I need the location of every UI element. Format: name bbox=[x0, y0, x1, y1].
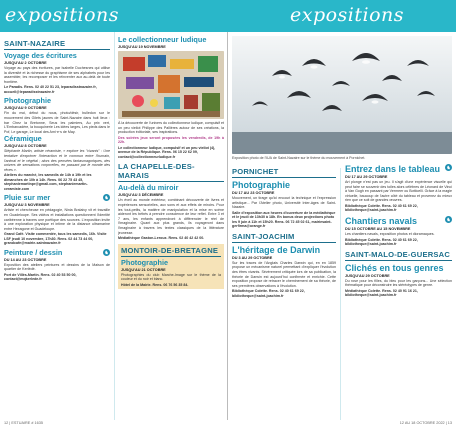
event-text: À la découverte de l'univers du collectionneur ludique, compulsif et un peu vieilot Philippe des Pallières autour de ses créations, la production éditoriale, ses inspirations. bbox=[118, 121, 224, 135]
city-heading: SAINT-MALO-DE-GUERSAC bbox=[345, 249, 451, 259]
event-date: JUSQU'AU 8 OCTOBRE bbox=[4, 144, 47, 149]
right-page-title: expositions bbox=[290, 4, 405, 26]
event-date: DU 17 AU 29 OCTOBRE bbox=[345, 175, 388, 179]
event-date: JUSQU'AU 9 OCTOBRE bbox=[4, 106, 47, 111]
event-title: Voyage des écritures bbox=[4, 51, 77, 60]
photo-caption: Exposition photo de l'IUA de Saint-Nazaire sur le thème du mouvement à Pornichet. bbox=[232, 156, 366, 160]
event-info: Bibliothèque Colette. Rens. 02 40 61 69 22, bibliotheque@saint-joachim.fr bbox=[232, 289, 305, 298]
event-info: Port de Villès-Martin. Rens. 02 40 53 50 00, contact@mqkerlede.fr bbox=[4, 272, 77, 282]
event-date: JUSQU'AU 2 OCTOBRE bbox=[4, 61, 47, 65]
event-title: Au-delà du miroir bbox=[118, 183, 179, 193]
city-heading: SAINT-NAZAIRE bbox=[4, 39, 110, 50]
event-text: Mouvement, un tirage qu'ici encouri la technique et l'expression artistique... Par l'Atelier photo, Université Inter-âges de Saint-Nazaire. bbox=[232, 196, 336, 210]
event-text: Artiste et chercheuse en pédagogie, Ninia Bralaivy vit et travaille en Guadeloupe. Ses vidéos et installations questionnent l'identité caribéenne à travers une poétique des sources. L'exposition invite à une exploration physique et intime de la distance ultramarine entre Hexagone et Guadeloupe. bbox=[4, 208, 110, 231]
event-text: Exposition des ateliers peintures et dessins de la Maison de quartier de Kerlédé. bbox=[4, 262, 110, 272]
city-heading: SAINT-JOACHIM bbox=[232, 232, 336, 243]
highlight-box bbox=[118, 244, 224, 290]
event-info: Grand Café. Visite commentée, tous les samedis, 16h. Visite LSF jeudi 10 novembre, 17h30. Rens. 02 44 73 44 00, grandcafe@mairie-saintnazaire.fr bbox=[4, 232, 107, 246]
event-date: JUSQU'AU 21 OCTOBRE bbox=[121, 267, 166, 272]
event-date: JUSQU'AU 19 NOVEMBRE bbox=[118, 45, 166, 49]
board-games-image bbox=[118, 51, 224, 119]
event-info: Bibliothèque Colette. Rens. 02 40 61 69 22, bibliotheque@saint-joachim.fr bbox=[345, 203, 418, 213]
event-date: DU 17 AU 23 OCTOBRE bbox=[232, 191, 275, 195]
event-date: DU 3 AU 29 OCTOBRE bbox=[232, 255, 273, 260]
birds-photo bbox=[232, 36, 452, 154]
event-text: Sur les traces de l'Anglais Charles Darwin qui, en en 1859 propose un mécanisme naturel permettant d'expliquer l'évolution des êtres vivants. Sévèrement critiquée lors de sa publication, la théorie de Darwin est aujourd'hui confirmée et enrichie. Cette exposition propose de retracer le cheminement de sa théorie, de ses premières observations à l'évolution. bbox=[232, 260, 336, 288]
event-title: L'héritage de Darwin bbox=[232, 244, 321, 255]
event-title: Photographie bbox=[4, 96, 52, 106]
event-text: Un éveil au monde extérieur, combinant découverte de livres et expériences sensorielles, aux sons et aux effets de miroirs. Pour les tout-petits, la matière de manipulation et la mise en scène aideront les bébés à prendre conscience de leur reflet. Entre 3 et 7 ans, les enfants apprendront à différencier le réel de l'imaginaire. Quant aux plus grands, ils voyageront dans l'imaginaire à travers les textes classiques de la littérature jeunesse. bbox=[118, 198, 224, 235]
family-badge-icon: ♞ bbox=[446, 216, 451, 222]
event-info: Bibliothèque Colette. Rens. 02 40 61 69 22, bibliotheque@saint-joachim.fr bbox=[345, 237, 418, 247]
city-heading: MONTOIR-DE-BRETAGNE bbox=[121, 246, 221, 257]
event-text: Stéphanie Martin, artiste céramiste, « explore les "vivants" : Une tentative d'exprimer l'interaction et le commun entre l'humain, l'animal et le végétal ; alors des pensées fantasmagoriques, des univers de sensations corporelles, en passant par le monde des rêves ». bbox=[4, 149, 110, 172]
event-info: Ateliers du marché, les samedis de 14h à 19h et les dimanches de 10h à 14h. Rens. 06 22 75 43 45, stephaniemartinpr@gmail.com, stephaniemartin-ceramiste.com bbox=[4, 173, 92, 191]
family-badge-icon: ♞ bbox=[446, 165, 451, 170]
event-date: JUSQU'AU 3 DÉCEMBRE bbox=[118, 193, 164, 198]
event-date: DU 15 OCTOBRE AU 15 NOVEMBRE bbox=[345, 226, 411, 231]
spine-divider bbox=[227, 32, 228, 420]
event-info: Hôtel de la Mairie. Rens. 06 76 56 35 84. bbox=[121, 282, 189, 287]
event-text: Voyage au pays des écritures, par Isabelle Duchesnes qui utilise la diversité et la richesse du graphisme de ses alphabets pour les assembler, les recomposer et les réinventer aux au-delà de toute frontière. bbox=[4, 66, 110, 84]
city-heading: PORNICHET bbox=[232, 167, 336, 178]
event-info: Le collectionneur ludique, compulsif et un peu vieilot (4), avenue de la République. Rens. 06 15 22 62 09, contact@collectionneurludique.fr bbox=[118, 145, 216, 159]
event-text: Photographies du club Marche-Image sur le thème de la couleur et du noir et blanc. bbox=[121, 272, 221, 282]
right-column-2 bbox=[345, 164, 452, 418]
event-date: JUSQU'AU 3 NOVEMBRE bbox=[4, 203, 50, 208]
left-column-2 bbox=[118, 36, 224, 418]
event-title: Photographie bbox=[232, 180, 290, 190]
event-title: Céramique bbox=[4, 134, 42, 144]
event-info: Salle d'exposition aux heures d'ouverture de la médiathèque et le jeudi de 13h30 à 18h. En bonus deux projections photo les 9 juin à 11h et 15h20. Rens. 06 72 45 02 61, mairiesaint-gerfirma@orange.fr bbox=[232, 210, 336, 229]
event-title: ♞ Chantiers navals bbox=[345, 215, 451, 226]
event-text: Les chantiers navals, exposition photos et dioramaques. bbox=[345, 231, 435, 236]
event-title: ♞ Peinture / dessin bbox=[4, 247, 109, 257]
left-column-1 bbox=[4, 36, 110, 418]
left-page-title: expositions bbox=[5, 4, 120, 26]
event-info: Le Paradis. Rens. 02 40 22 51 23, leparadisstnazaire.fr, accueil@leparadisstnazaire.fr bbox=[4, 85, 97, 94]
event-title: Clichés en tous genres bbox=[345, 262, 444, 273]
family-badge-icon: ♞ bbox=[104, 249, 109, 255]
family-badge-icon: ♞ bbox=[104, 195, 109, 201]
event-title: ♞ Pluie sur mer bbox=[4, 193, 109, 203]
event-date: JUSQU'AU 29 OCTOBRE bbox=[345, 273, 390, 278]
board-games-photo bbox=[118, 51, 224, 119]
footer-right: 12 AU 18 OCTOBRE 2022 | 13 bbox=[399, 421, 452, 425]
right-column-1 bbox=[232, 164, 336, 418]
event-text: Du rose pour les filles, du bleu pour les garçons... Une sélection thématique pour déconstruire les stéréotypes de genre. bbox=[345, 278, 452, 288]
footer-left: 12 | ESTUAIRE # 1635 bbox=[4, 421, 43, 425]
event-info: Médiathèque Gaston-Leroux. Rens. 02 40 42 42 00. bbox=[118, 236, 205, 241]
event-title: Le collectionneur ludique bbox=[118, 36, 207, 44]
city-heading: LA CHAPELLE-DES-MARAIS bbox=[118, 162, 224, 182]
column-divider bbox=[340, 168, 341, 420]
event-info: Médiathèque Colette. Rens. 02 40 91 16 21, bibliotheque@saint-joachim.fr bbox=[345, 288, 418, 298]
event-text: Art plonge n'est pas un jeu. Il s'agit d'une expérience visuelle qui peut faire se souvenir des toiles alors célèbres de Léonard de Vinci à Van Gogh en passant par Vermeer ou Botticelli. Grâce à la magie virtuelle, baucoup de l'autre côté du tableau et provenez du mieux rien que ce soit de grandes œuvres. bbox=[345, 180, 452, 203]
event-title: ♞ Entrez dans le tableau bbox=[345, 164, 451, 174]
event-highlight: Des soirées jeux seront proposées les vendredis, de 19h à 22h. bbox=[118, 135, 224, 145]
event-text: Fin du moi, début du nous, photo/désir, bulledon sur le mouvement des Gilets jaunes de Saint-Nazaire dans huit lieux : bar Chez la Bretonne, Seus les palmiers, Au prix vert, L'Embarcadère, la bouquinerie Les idées larges, Les pieds dans le Pof, Le garage, Le local des Ami·e·s de May. bbox=[4, 111, 110, 134]
column-divider bbox=[114, 32, 115, 420]
seagulls-image bbox=[232, 36, 452, 154]
event-date: DU 14 AU 23 OCTOBRE bbox=[4, 257, 47, 262]
event-title: Photographie bbox=[121, 257, 169, 267]
